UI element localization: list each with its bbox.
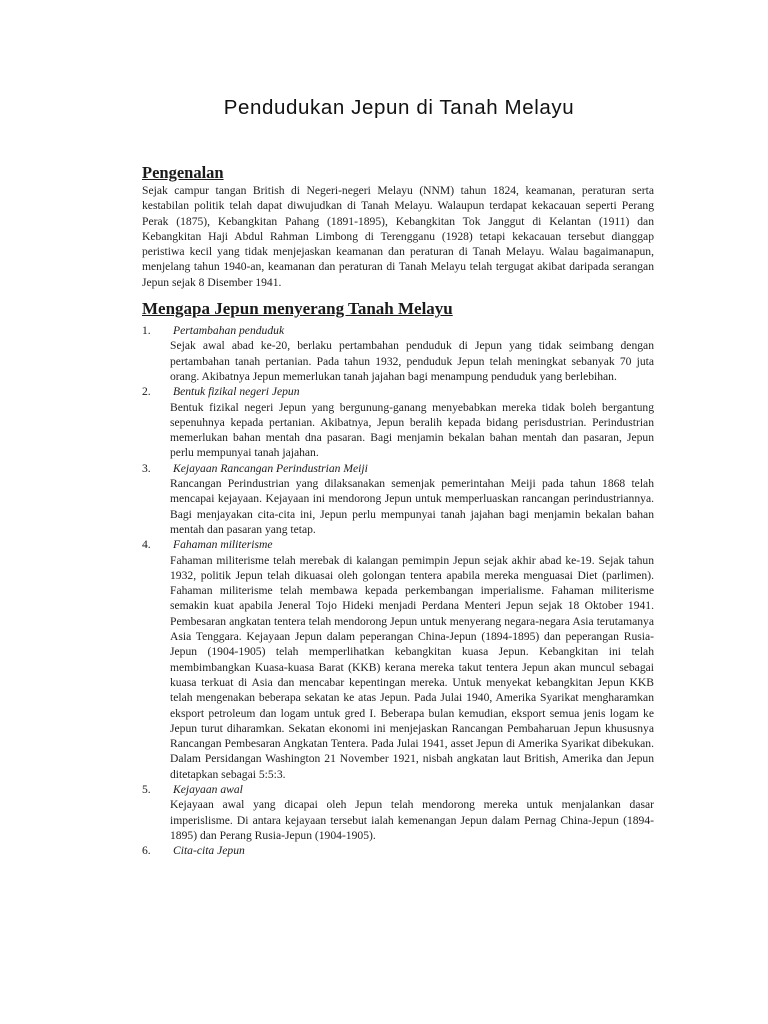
list-item-number: 1. bbox=[142, 324, 151, 338]
page-title: Pendudukan Jepun di Tanah Melayu bbox=[223, 96, 575, 119]
intro-heading: Pengenalan bbox=[142, 163, 224, 182]
list-item-title: Pertambahan penduduk bbox=[173, 324, 285, 338]
reasons-heading: Mengapa Jepun menyerang Tanah Melayu bbox=[142, 299, 453, 319]
list-item-text: Sejak awal abad ke-20, berlaku pertambahan penduduk di Jepun yang tidak seimbang dengan pertambahan tanah pertanian. Pada tahun 1932, penduduk Jepun telah meningkat sebanyak 70 juta orang. Akibatnya Jepun memerlukan tanah jajahan bagi menampung penduduk yang berlebihan. bbox=[170, 339, 654, 383]
list-item-number: 5. bbox=[142, 782, 151, 796]
reasons-list bbox=[142, 323, 654, 858]
list-item-title: Fahaman militerisme bbox=[173, 538, 273, 552]
list-item-title: Kejayaan Rancangan Perindustrian Meiji bbox=[173, 461, 368, 475]
list-item-number: 2. bbox=[142, 385, 151, 399]
list-item-number: 4. bbox=[142, 538, 151, 552]
list-item-text: Fahaman militerisme telah merebak di kalangan pemimpin Jepun sejak akhir abad ke-19. Sejak tahun 1932, politik Jepun telah dikuasai oleh golongan tentera apabila mereka menguasai Diet (parlimen). Fahaman militerisme telah membawa kepada perkembangan imperialisme. Fahaman militerisme semakin kuat apabila Jeneral Tojo Hideki menjadi Perdana Menteri Jepun sejak 18 Oktober 1941. Pembesaran angkatan tentera telah mendorong Jepun untuk menyerang negara-negara Asia terutamanya Asia Tenggara. Kejayaan Jepun dalam peperangan China-Jepun (1894-1895) dan peperangan Rusia-Jepun (1904-1905) telah memperlihatkan kebangkitan kuasa Jepun. Kebangkitan ini telah membimbangkan Kuasa-kuasa Barat (KKB) kerana mereka takut tentera Jepun akan muncul sebagai kuasa terkuat di Asia dan mencabar kepentingan mereka. Untuk menyekat kebangkitan Jepun KKB telah mengenakan beberapa sekatan ke atas Jepun. Pada Julai 1940, Amerika Syarikat mengharamkan eksport petroleum dan logam untuk gred I. Beberapa bulan kemudian, eksport semua jenis logam ke Jepun turut diharamkan. Sekatan ekonomi ini menjejaskan Rancangan Pembaharuan Jepun khususnya Rancangan Pembesaran Angkatan Tentera. Pada Julai 1941, asset Jepun di Amerika Syarikat dibekukan. Dalam Persidangan Washington 21 November 1921, nisbah angkatan laut British, Amerika dan Jepun ditetapkan sebagai 5:5:3. bbox=[170, 553, 654, 781]
list-item-title: Bentuk fizikal negeri Jepun bbox=[173, 385, 300, 399]
list-item-number: 3. bbox=[142, 461, 151, 475]
list-item bbox=[142, 782, 654, 843]
list-item-title: Kejayaan awal bbox=[173, 782, 243, 796]
document-body bbox=[142, 163, 654, 858]
list-item-title: Cita-cita Jepun bbox=[173, 844, 245, 858]
list-item-number: 6. bbox=[142, 844, 151, 858]
list-item-text: Bentuk fizikal negeri Jepun yang bergunung-ganang menyebabkan mereka tidak boleh bergantung sepenuhnya kepada pertanian. Akibatnya, Jepun beralih kepada bidang perisdustrian. Perindustrian memerlukan bahan mentah dna pasaran. Bagi menjamin bekalan bahan mentah dan pasaran, Jepun perlu mempunyai tanah jajahan. bbox=[170, 400, 654, 460]
list-item-text: Kejayaan awal yang dicapai oleh Jepun telah mendorong mereka untuk menjalankan dasar imperislisme. Di antara kejayaan tersebut ialah kemenangan Jepun dalam Pernag China-Jepun (1894-1895) dan Perang Rusia-Jepun (1904-1905). bbox=[170, 798, 654, 842]
list-item bbox=[142, 384, 654, 460]
list-item bbox=[142, 461, 654, 537]
list-item bbox=[142, 843, 654, 858]
list-item bbox=[142, 323, 654, 384]
list-item-text: Rancangan Perindustrian yang dilaksanakan semenjak pemerintahan Meiji pada tahun 1868 telah mencapai kejayaan. Kejayaan ini mendorong Jepun untuk memperluaskan rancangan perindustriannya. Bagi menjayakan cita-cita ini, Jepun perlu mempunyai tanah jajahan bagi menjamin bekalan bahan mentah dan pasaran yang tetap. bbox=[170, 477, 654, 536]
intro-paragraph: Sejak campur tangan British di Negeri-negeri Melayu (NNM) tahun 1824, keamanan, peraturan serta kestabilan politik telah dapat diwujudkan di Tanah Melayu. Walaupun terdapat kekacauan seperti Perang Perak (1875), Kebangkitan Pahang (1891-1895), Kebangkitan Tok Janggut di Kelantan (1911) dan Kebangkitan Haji Abdul Rahman Limbong di Terengganu (1928) tetapi kekacauan tersebut dianggap peristiwa kecil yang tidak menjejaskan keamanan dan peraturan di Tanah Melayu. Walau bagaimanapun, menjelang tahun 1940-an, keamanan dan peraturan di Tanah Melayu telah tergugat akibat daripada serangan Jepun sejak 8 Disember 1941. bbox=[142, 184, 654, 289]
list-item bbox=[142, 537, 654, 782]
